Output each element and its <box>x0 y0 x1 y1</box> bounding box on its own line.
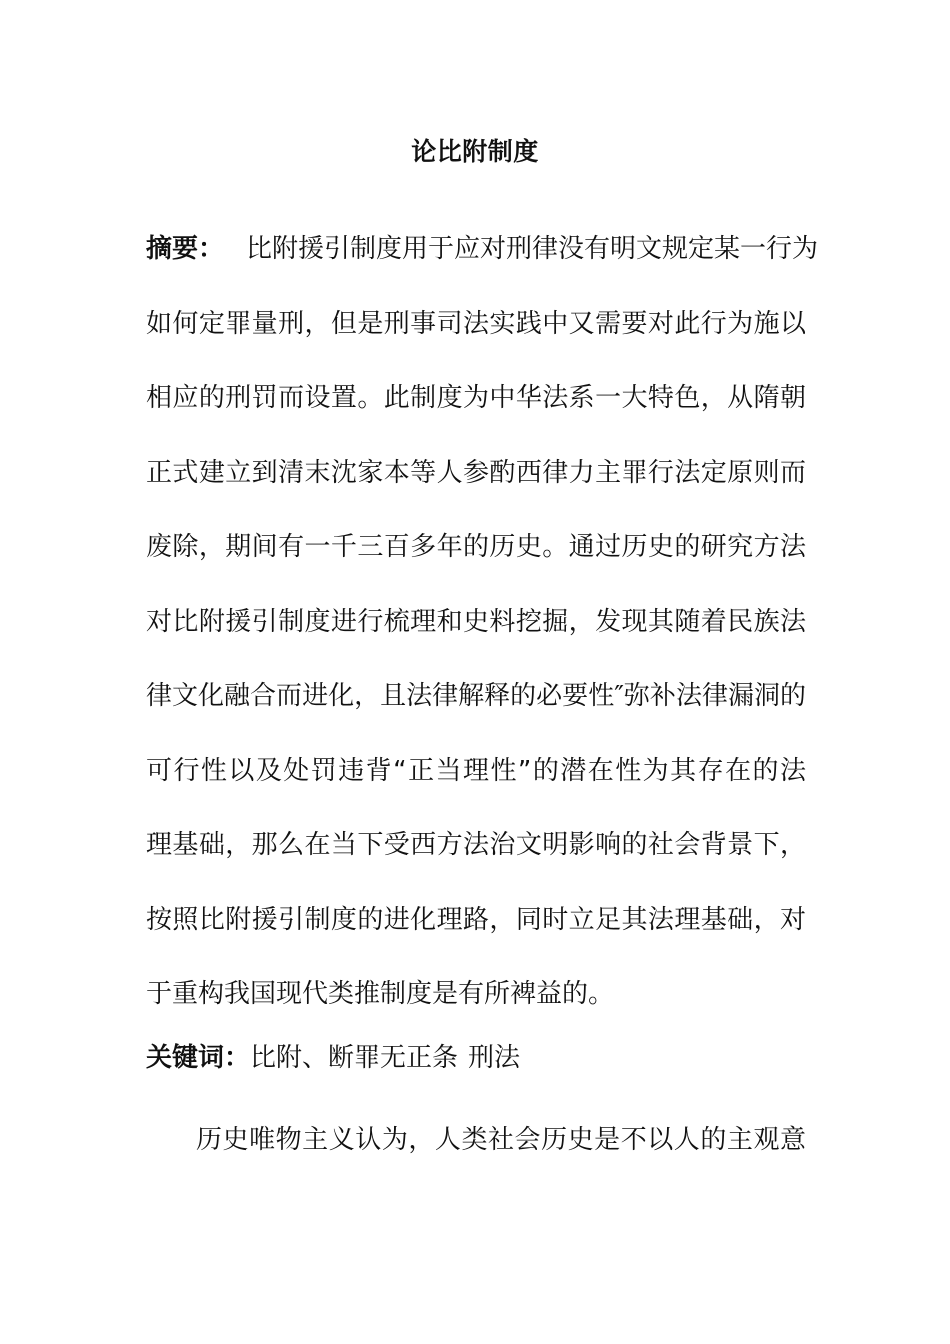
abstract-line-text: 比附援引制度用于应对刑律没有明文规定某一行为 <box>246 234 819 264</box>
keyword-item: 比附、断罪无正条 <box>250 1043 459 1073</box>
abstract-line: 对比附援引制度进行梳理和史料挖掘，发现其随着民族法 <box>146 606 806 637</box>
keywords <box>146 1040 520 1076</box>
abstract-label: 摘要： <box>146 234 225 264</box>
abstract <box>146 212 819 1032</box>
abstract-line: 废除，期间有一千三百多年的历史。通过历史的研究方法 <box>146 532 806 562</box>
abstract-line: 正式建立到清末沈家本等人参酌西律力主罪行法定原则而 <box>146 457 806 488</box>
body-paragraph: 历史唯物主义认为，人类社会历史是不以人的主观意 <box>196 1125 806 1155</box>
keyword-item: 刑法 <box>468 1043 521 1073</box>
abstract-line: 如何定罪量刑，但是刑事司法实践中又需要对此行为施以 <box>146 308 806 339</box>
abstract-line: 理基础，那么在当下受西方法治文明影响的社会背景下， <box>146 830 806 860</box>
document-title: 论比附制度 <box>411 137 539 166</box>
abstract-line: 按照比附援引制度的进化理路，同时立足其法理基础，对 <box>146 904 806 935</box>
abstract-line: 律文化融合而进化，且法律解释的必要性″弥补法律漏洞的 <box>146 681 806 711</box>
abstract-line: 可行性以及处罚违背“正当理性”的潜在性为其存在的法 <box>146 755 806 786</box>
keywords-label: 关键词： <box>146 1043 251 1073</box>
abstract-line: 于重构我国现代类推制度是有所裨益的。 <box>146 979 615 1009</box>
abstract-line <box>146 212 819 287</box>
abstract-line: 相应的刑罚而设置。此制度为中华法系一大特色，从隋朝 <box>146 383 806 413</box>
